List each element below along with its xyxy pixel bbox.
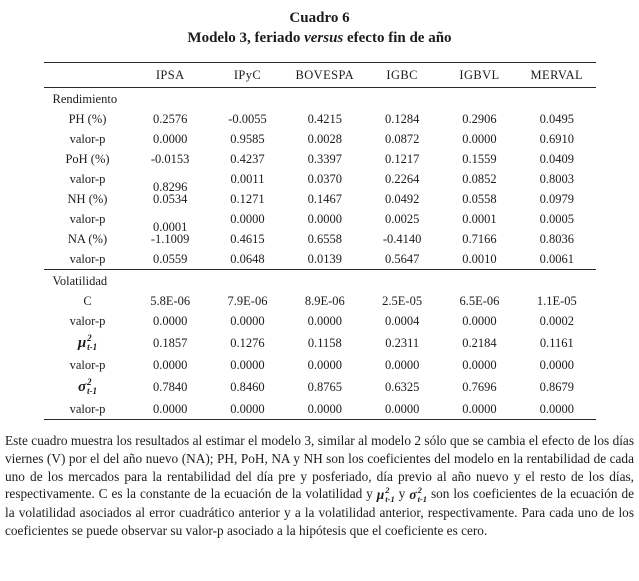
footnote-text: y [394,486,410,502]
footnote-text: son los coeficientes de la ecuación de la volatilidad asociados al error cuadrático anterior y a la volatilidad anterior, respectivamente. Para cada uno de los coeficientes se puede observar su valor-p asociado a la hipótesis que el coeficiente es cero. [5,486,635,538]
row-label: valor-p [69,211,106,226]
subtitle-text-pre: Modelo 3, feriado [187,30,305,47]
value-cell: 0.0000 [230,357,265,372]
value-cell: 0.1857 [152,335,188,350]
value-cell: 0.0558 [462,191,497,206]
value-cell: 0.0000 [230,211,265,226]
table-row [44,249,596,270]
value-cell: 0.0852 [462,171,497,186]
value-cell: 0.1284 [384,111,420,126]
table-number: Cuadro 6 [289,10,350,26]
footnote-text: Este cuadro muestra los resultados al estimar el modelo 3, similar al modelo 2 sólo que se cambia el efecto de los días viernes (V) por el del año nuevo (NA); PH, PoH, NA y NH son los coeficientes del modelo en la rentabilidad de cada uno de los mercados para la rentabilidad del día pre y posferiado, día previo al año nuevo y el resto de los días, respectivamente. C es la constante de la ecuación de la volatilidad y [5,433,634,502]
value-cell: 0.0000 [462,131,497,146]
math-subscript: t-1 [87,386,98,397]
value-cell: 0.8765 [307,379,342,394]
table-row [44,109,596,129]
value-cell: 0.0001 [152,219,188,234]
value-cell: 0.1271 [230,191,265,206]
math-base: σ [77,378,87,395]
table-row [44,209,596,229]
value-cell: 1.1E-05 [536,294,577,308]
value-cell: 0.0010 [462,251,497,266]
table-row [44,375,596,399]
math-symbol-σ [409,486,427,504]
value-cell: 0.4237 [230,151,265,166]
results-table [44,62,596,421]
value-cell: 0.0000 [230,401,265,416]
column-header-igbc: IGBC [386,67,418,82]
math-subscript: t-1 [385,494,395,505]
math-superscript: 2 [417,485,422,496]
table-row [44,292,596,312]
value-cell: 0.0000 [152,357,188,372]
value-cell: 0.2906 [462,111,497,126]
value-cell: 0.6558 [307,231,342,246]
section-label: Volatilidad [52,274,108,288]
value-cell: 0.9585 [230,131,265,146]
subtitle-versus: versus [304,30,344,47]
row-label: C [83,294,92,308]
table-head [44,62,596,87]
table-row [44,332,596,356]
value-cell: 0.0495 [539,111,574,126]
value-cell: 0.1161 [539,335,574,350]
section-label: Rendimiento [52,91,118,106]
math-base: σ [409,487,417,503]
math-subscript: t-1 [417,494,428,505]
subtitle-text-post: efecto fin de año [343,30,452,47]
value-cell: 0.0000 [462,314,497,328]
value-cell: 0.0139 [307,251,342,266]
value-cell: 0.6910 [539,131,574,146]
section-header-row [44,270,596,292]
column-header-ipyc: IPyC [233,67,262,82]
value-cell: 0.0000 [384,401,420,416]
math-base: μ [77,334,87,351]
table-row [44,399,596,420]
value-cell: 0.1217 [384,151,420,166]
table-row [44,169,596,189]
row-label: PoH (%) [65,151,110,166]
value-cell: 0.8003 [539,171,574,186]
value-cell: 0.4615 [230,231,265,246]
row-label: valor-p [69,171,106,186]
value-cell: 0.0000 [462,401,497,416]
math-symbol-μ [377,486,395,504]
table-subtitle [3,28,636,48]
value-cell: 0.8036 [539,231,574,246]
row-label: valor-p [69,357,106,372]
value-cell: 0.0000 [230,314,265,328]
row-label: NH (%) [67,191,108,206]
value-cell: -1.1009 [150,231,190,246]
value-cell: 0.0534 [152,191,188,206]
row-label: valor-p [69,314,106,328]
value-cell: 6.5E-06 [459,294,500,308]
row-label: valor-p [69,401,106,416]
value-cell: 0.0000 [462,357,497,372]
table-row [44,189,596,209]
value-cell: 0.0648 [230,251,265,266]
value-cell: 0.7840 [152,379,188,394]
header-row [44,62,596,87]
value-cell: 0.2264 [384,171,420,186]
row-label: valor-p [69,131,106,146]
math-subscript: t-1 [87,342,98,353]
value-cell: 2.5E-05 [382,294,423,308]
math-superscript: 2 [385,485,390,496]
value-cell: 0.0011 [230,171,265,186]
value-cell: 0.0492 [384,191,420,206]
value-cell: 0.5647 [384,251,420,266]
math-superscript: 2 [87,333,92,343]
value-cell: 0.0001 [462,211,497,226]
value-cell: -0.0055 [228,111,267,126]
row-label: NA (%) [67,231,108,246]
column-header-merval: MERVAL [530,67,584,82]
table-section [44,87,596,270]
value-cell: 0.0025 [384,211,420,226]
value-cell: 0.1276 [230,335,265,350]
value-cell: 0.0559 [152,251,188,266]
value-cell: 0.0000 [539,401,574,416]
value-cell: 0.0872 [384,131,420,146]
row-label: PH (%) [68,111,107,126]
table-title-block [3,8,636,49]
table-row [44,149,596,169]
value-cell: 0.1559 [462,151,497,166]
value-cell: -0.4140 [382,231,422,246]
value-cell: 0.4215 [307,111,342,126]
math-base: μ [376,487,385,503]
value-cell: 0.2576 [152,111,188,126]
value-cell: 0.0004 [384,314,420,328]
math-symbol-μ [78,334,97,353]
column-header-igbvl: IGBVL [459,67,500,82]
value-cell: 0.0000 [307,314,342,328]
value-cell: 0.8460 [230,379,265,394]
value-cell: 0.0409 [539,151,574,166]
value-cell: 0.2184 [462,335,497,350]
table-section [44,270,596,420]
value-cell: 7.9E-06 [227,294,268,308]
value-cell: 0.7166 [462,231,497,246]
table-row [44,129,596,149]
row-label [44,332,132,356]
value-cell: 0.0000 [384,357,420,372]
math-symbol-σ [78,378,97,397]
value-cell: 0.1158 [307,335,342,350]
table-row [44,312,596,332]
section-header-row [44,87,596,109]
value-cell: 0.7696 [462,379,497,394]
value-cell: 0.0002 [539,314,574,328]
row-label: valor-p [69,251,106,266]
value-cell: 0.3397 [307,151,342,166]
value-cell: 0.8296 [152,179,188,194]
value-cell: 0.0005 [539,211,574,226]
value-cell: 0.0000 [539,357,574,372]
table-footnote [5,432,634,539]
value-cell: 0.0061 [539,251,574,266]
value-cell: 0.8679 [539,379,574,394]
column-header-bovespa: BOVESPA [295,67,355,82]
table-row [44,355,596,375]
value-cell: 0.0000 [152,314,188,328]
math-superscript: 2 [87,376,92,387]
value-cell: 0.6325 [384,379,420,394]
value-cell: 5.8E-06 [150,294,191,308]
corner-cell [44,62,132,87]
value-cell: 8.9E-06 [304,294,345,308]
table-row [44,229,596,249]
value-cell: 0.0370 [307,171,342,186]
value-cell: 0.0000 [307,211,342,226]
value-cell: 0.0000 [152,131,188,146]
value-cell: 0.0979 [539,191,574,206]
value-cell: 0.0028 [307,131,342,146]
value-cell: 0.1467 [307,191,342,206]
value-cell: 0.0000 [152,401,188,416]
value-cell: 0.2311 [385,335,420,350]
column-header-ipsa: IPSA [155,67,185,82]
row-label [44,375,132,399]
value-cell: -0.0153 [150,151,190,166]
value-cell: 0.0000 [307,357,342,372]
value-cell: 0.0000 [307,401,342,416]
